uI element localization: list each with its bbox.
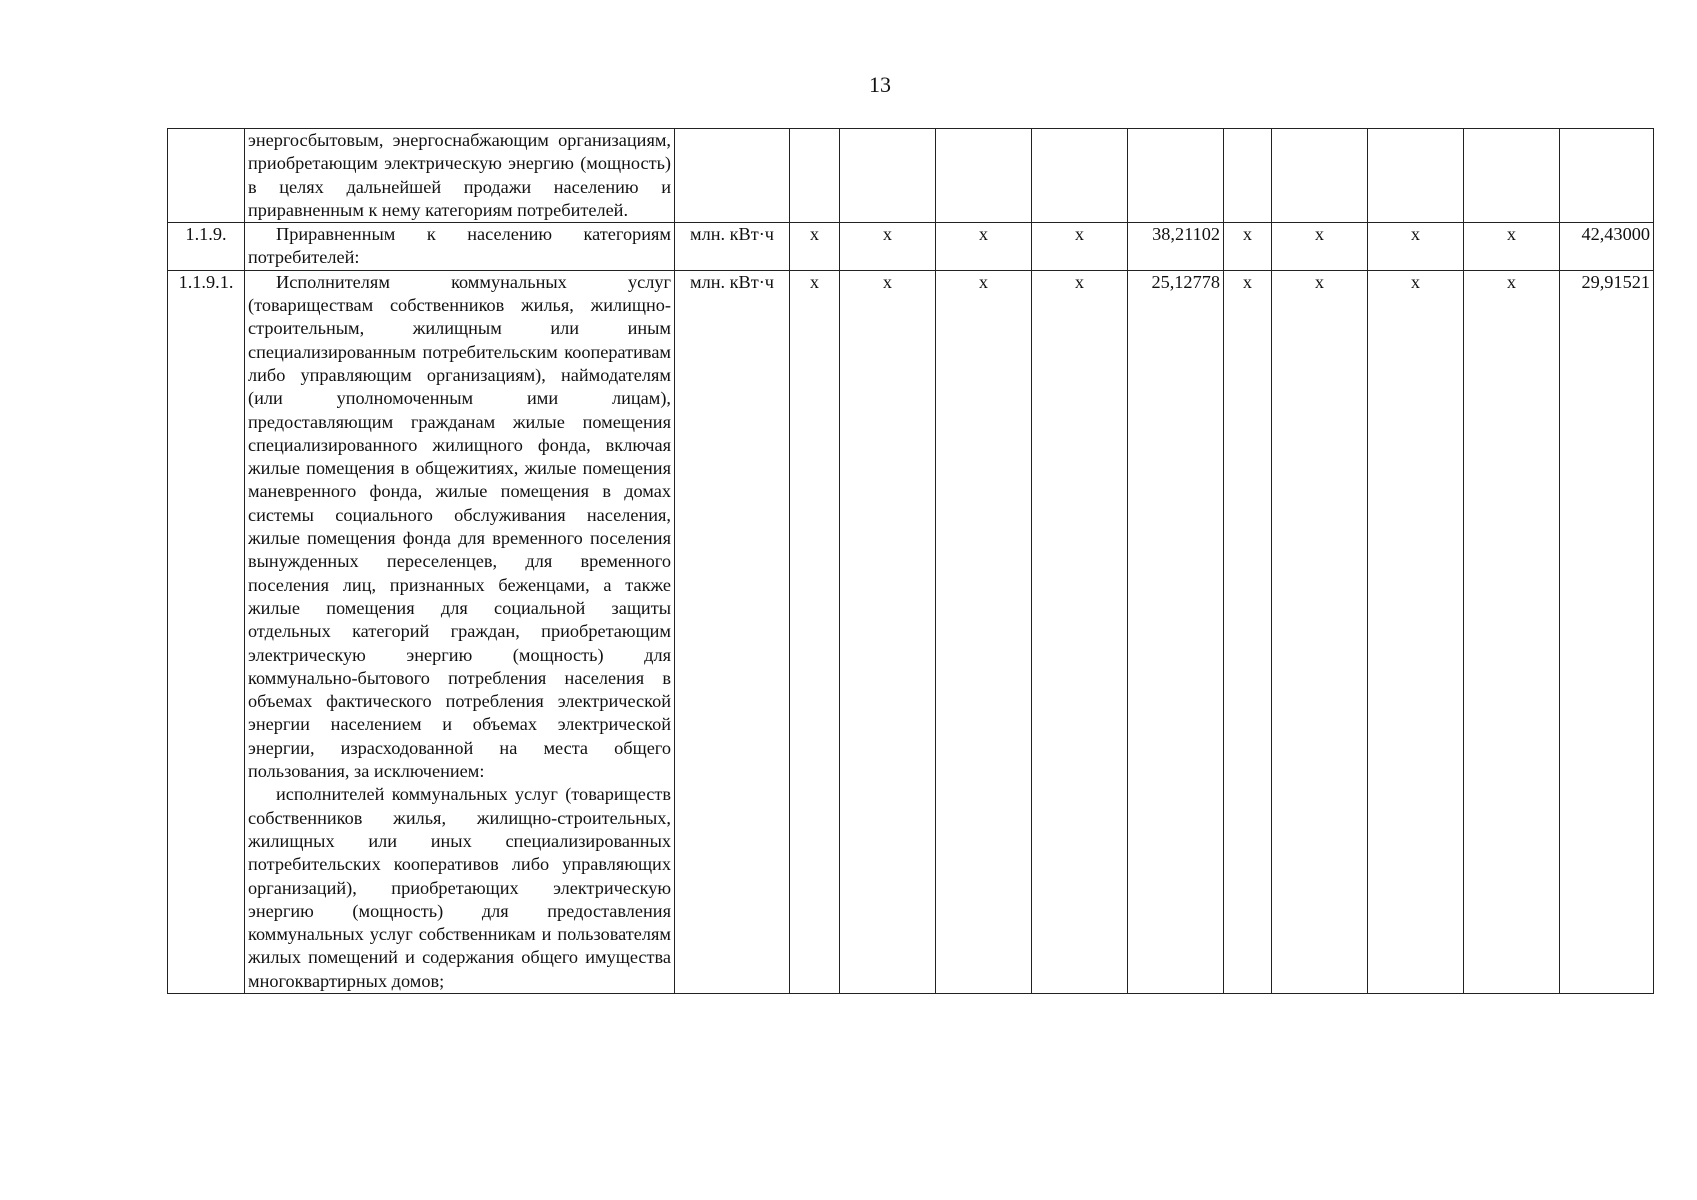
value-cell	[840, 129, 936, 223]
row-number-cell	[168, 129, 245, 223]
page-number: 13	[869, 72, 891, 97]
description-paragraph: исполнителей коммунальных услуг (товариществ собственников жилья, жилищно-строительных, жилищных или иных специализированных потребительских кооперативов либо управляющих организаций), приобретающих электрическую энергию (мощность) для предоставления коммунальных услуг собственникам и пользователям жилых помещений и содержания общего имущества многоквартирных домов;	[248, 784, 671, 991]
description-paragraph: Исполнителям коммунальных услуг (товариществам собственников жилья, жилищно-строительным, жилищным или иным специализированным потребительским кооперативам либо управляющим организациям), наймодателям (или уполномоченным ими лицам), предоставляющим гражданам жилые помещения специализированного жилищного фонда, включая жилые помещения в общежитиях, жилые помещения маневренного фонда, жилые помещения в домах системы социального обслуживания населения, жилые помещения фонда для временного поселения вынужденных переселенцев, для временного поселения лиц, признанных беженцами, а также жилые помещения для социальной защиты отдельных категорий граждан, приобретающим электрическую энергию (мощность) для коммунально-бытового потребления населения в объемах фактического потребления электрической энергии населением и объемах электрической энергии, израсходованной на места общего пользования, за исключением:	[248, 271, 671, 782]
value-cell: х	[936, 270, 1032, 993]
unit-cell: млн. кВт·ч	[675, 270, 790, 993]
value-cell: х	[1272, 223, 1368, 271]
value-cell: х	[790, 270, 840, 993]
value-cell: х	[1032, 223, 1128, 271]
table-row	[168, 223, 1654, 271]
value-cell: х	[1464, 270, 1560, 993]
tariff-table	[167, 128, 1654, 994]
value-cell	[1368, 129, 1464, 223]
value-cell: 42,43000	[1560, 223, 1654, 271]
value-cell: х	[1272, 270, 1368, 993]
value-cell: х	[1224, 223, 1272, 271]
value-cell: х	[840, 270, 936, 993]
value-cell	[1464, 129, 1560, 223]
value-cell: х	[1368, 223, 1464, 271]
row-description-cell	[245, 223, 675, 271]
row-number-cell: 1.1.9.1.	[168, 270, 245, 993]
table-row	[168, 129, 1654, 223]
value-cell: х	[1224, 270, 1272, 993]
row-description-cell	[245, 129, 675, 223]
row-number-cell: 1.1.9.	[168, 223, 245, 271]
value-cell	[1560, 129, 1654, 223]
value-cell: х	[1032, 270, 1128, 993]
value-cell: х	[840, 223, 936, 271]
value-cell: х	[1368, 270, 1464, 993]
unit-cell: млн. кВт·ч	[675, 223, 790, 271]
value-cell: 25,12778	[1128, 270, 1224, 993]
value-cell: х	[936, 223, 1032, 271]
value-cell: 38,21102	[1128, 223, 1224, 271]
row-description-cell	[245, 270, 675, 993]
value-cell: х	[1464, 223, 1560, 271]
value-cell: 29,91521	[1560, 270, 1654, 993]
value-cell	[1224, 129, 1272, 223]
description-paragraph: Приравненным к населению категориям потребителей:	[248, 224, 671, 268]
value-cell	[1272, 129, 1368, 223]
description-paragraph: энергосбытовым, энергоснабжающим организациям, приобретающим электрическую энергию (мощность) в целях дальнейшей продажи населению и приравненным к нему категориям потребителей.	[248, 130, 671, 220]
value-cell	[1128, 129, 1224, 223]
value-cell	[790, 129, 840, 223]
value-cell	[936, 129, 1032, 223]
table-row	[168, 270, 1654, 993]
value-cell	[1032, 129, 1128, 223]
unit-cell	[675, 129, 790, 223]
value-cell: х	[790, 223, 840, 271]
